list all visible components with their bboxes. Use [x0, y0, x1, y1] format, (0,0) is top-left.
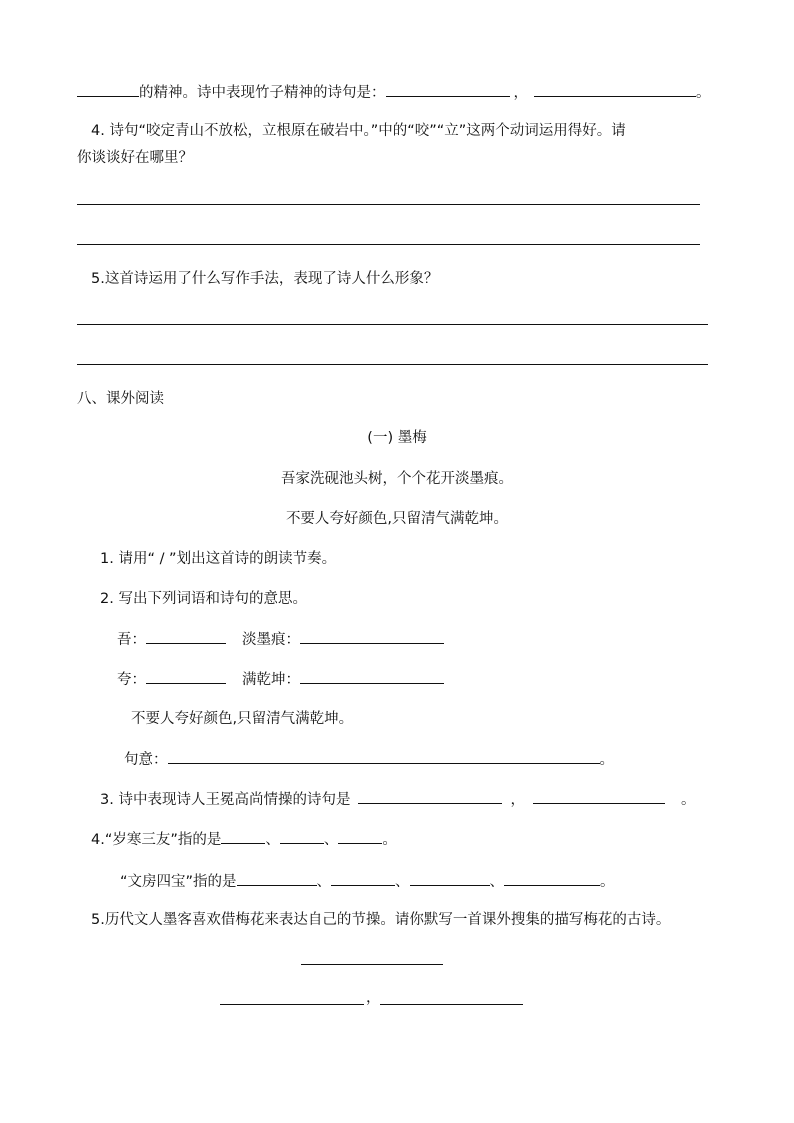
q3-comma: ， — [510, 792, 525, 808]
poem-line-1: 吾家洗砚池头树，个个花开淡墨痕。 — [281, 471, 513, 487]
question-1: 1. 请用“ / ”划出这首诗的朗读节奏。 — [100, 551, 337, 567]
separator: 、 — [323, 832, 339, 848]
answer-blank[interactable] — [504, 871, 600, 886]
label-juyi: 句意： — [124, 752, 168, 768]
answer-blank[interactable] — [280, 829, 324, 844]
poem-line-blank[interactable] — [220, 1004, 364, 1005]
vocab-row-2 — [117, 669, 444, 689]
juyi-period: 。 — [599, 752, 614, 768]
label-wu: 吾： — [117, 632, 146, 648]
separator: 、 — [316, 874, 332, 890]
answer-blank[interactable] — [300, 629, 444, 644]
q3-period: 。 — [680, 792, 696, 808]
question-4a-text: 4.“岁寒三友”指的是 — [91, 832, 222, 848]
answer-blank[interactable] — [300, 669, 444, 684]
final-comma: ， — [366, 990, 381, 1006]
answer-blank[interactable] — [168, 749, 600, 764]
poem-title: (一) 墨梅 — [367, 430, 427, 446]
sentence-line: 不要人夸好颜色,只留清气满乾坤。 — [131, 711, 354, 727]
answer-blank[interactable] — [221, 829, 265, 844]
label-kua: 夸： — [117, 672, 146, 688]
q4-line-2: 你谈谈好在哪里？ — [77, 150, 193, 166]
answer-blank[interactable] — [77, 82, 139, 97]
poem-line-2: 不要人夸好颜色,只留清气满乾坤。 — [285, 511, 509, 527]
answer-blank[interactable] — [331, 871, 395, 886]
period: 。 — [382, 832, 397, 848]
question-5: 5.历代文人墨客喜欢借梅花来表达自己的节操。请你默写一首课外搜集的描写梅花的古诗。 — [91, 912, 671, 928]
q4-line-1: 4. 诗句“咬定青山不放松，立根原在破岩中。”中的“咬”“立”这两个动词运用得好。请 — [91, 123, 626, 139]
answer-line[interactable] — [77, 364, 708, 365]
vocab-row-1 — [117, 629, 444, 649]
period: 。 — [600, 874, 615, 890]
answer-blank[interactable] — [358, 789, 502, 804]
answer-blank[interactable] — [146, 629, 226, 644]
juyi-row — [124, 749, 614, 769]
poem-line-blank[interactable] — [380, 1004, 523, 1005]
answer-line[interactable] — [77, 324, 708, 325]
answer-blank[interactable] — [338, 829, 382, 844]
answer-blank[interactable] — [534, 82, 696, 97]
poem-title-blank[interactable] — [301, 964, 443, 965]
q3-comma: ， — [513, 85, 528, 101]
label-manqiankun: 满乾坤： — [242, 672, 300, 688]
question-4-row-1 — [91, 829, 397, 849]
answer-blank[interactable] — [237, 871, 317, 886]
q3-period: 。 — [696, 85, 711, 101]
label-danmohen: 淡墨痕： — [242, 632, 300, 648]
answer-blank[interactable] — [410, 871, 490, 886]
question-2: 2. 写出下列词语和诗句的意思。 — [100, 591, 307, 607]
q3-continuation-line — [77, 82, 711, 102]
answer-blank[interactable] — [533, 789, 665, 804]
answer-line[interactable] — [77, 204, 700, 205]
question-4b-text: “文房四宝”指的是 — [120, 874, 237, 890]
answer-blank[interactable] — [146, 669, 226, 684]
question-4-row-2 — [120, 871, 615, 891]
q5-line-1: 5.这首诗运用了什么写作手法，表现了诗人什么形象？ — [91, 271, 439, 287]
separator: 、 — [395, 874, 410, 890]
separator: 、 — [265, 832, 280, 848]
question-3-text: 3. 诗中表现诗人王冕高尚情操的诗句是 — [100, 792, 351, 808]
answer-line[interactable] — [77, 244, 700, 245]
question-3 — [100, 789, 695, 809]
q3-text: 的精神。诗中表现竹子精神的诗句是： — [139, 85, 386, 101]
separator: 、 — [489, 874, 505, 890]
section-heading: 八、课外阅读 — [77, 391, 164, 407]
answer-blank[interactable] — [386, 82, 510, 97]
